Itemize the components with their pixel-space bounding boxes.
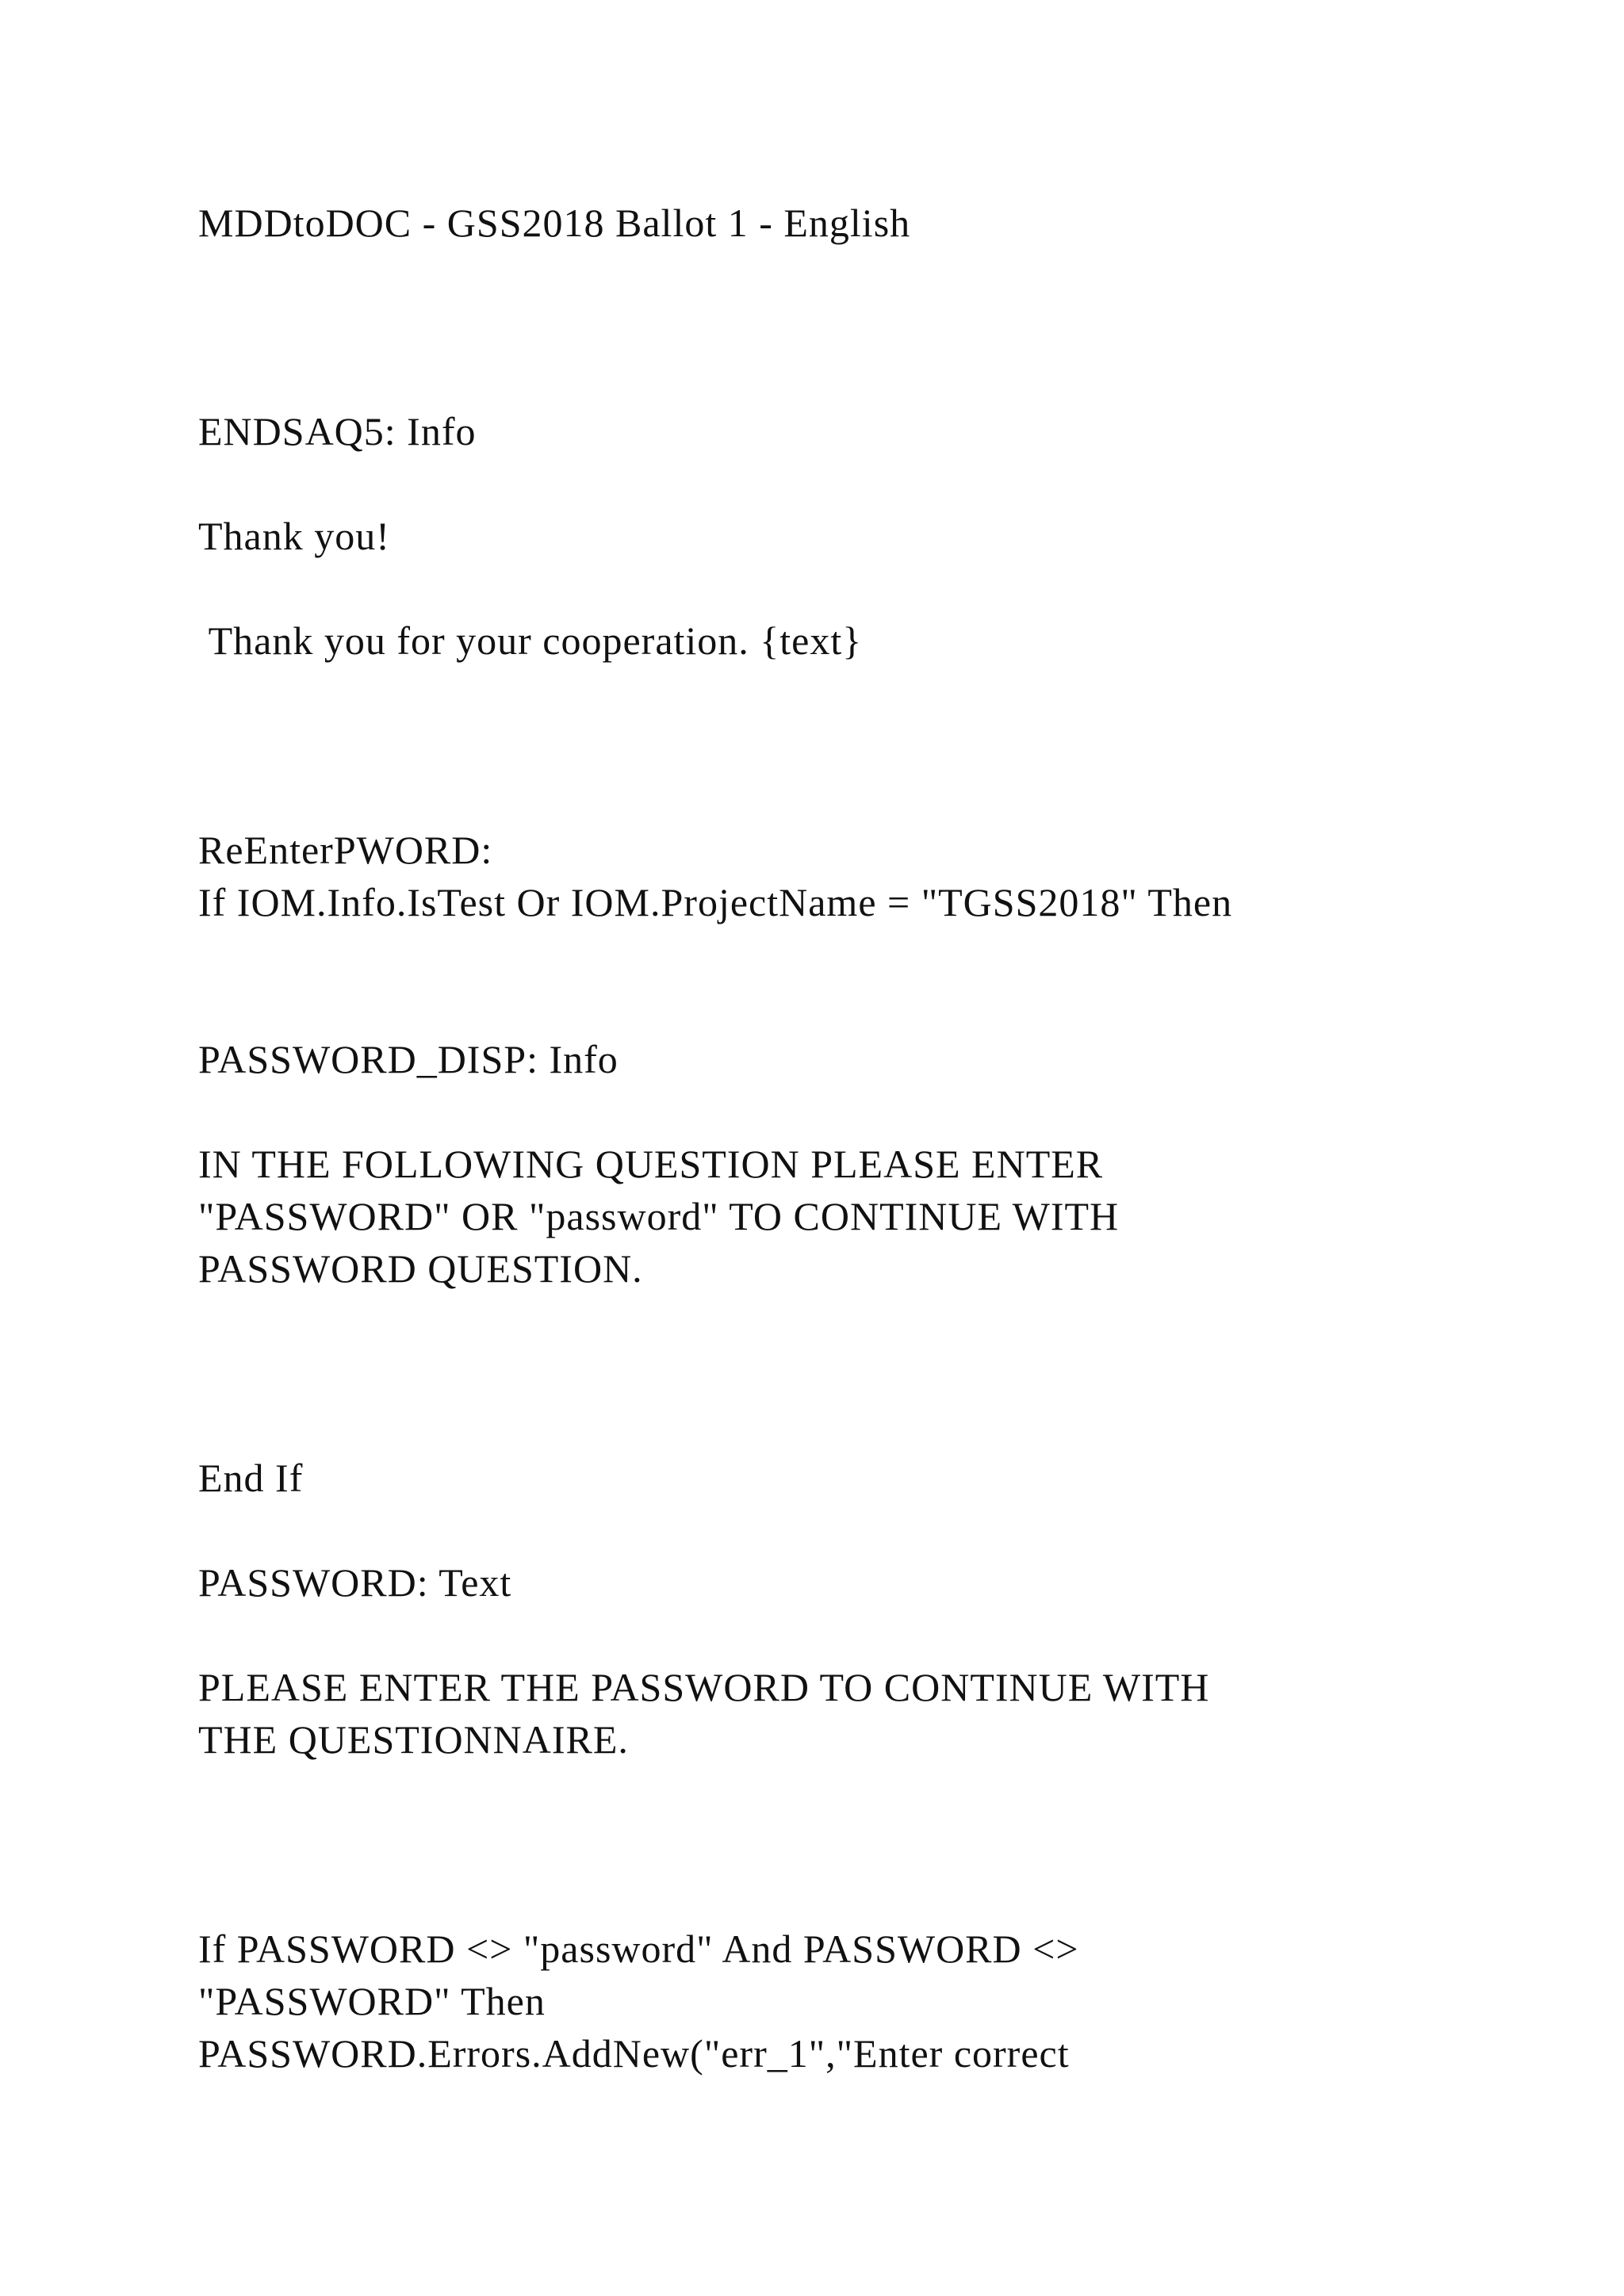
password-instruction-line: THE QUESTIONNAIRE. [198,1717,629,1762]
document-header: MDDtoDOC - GSS2018 Ballot 1 - English [198,201,911,245]
validation-code-line: If PASSWORD <> "password" And PASSWORD <> [198,1927,1079,1971]
validation-code-line: "PASSWORD" Then [198,1979,546,2023]
password-disp-instruction-line: IN THE FOLLOWING QUESTION PLEASE ENTER [198,1142,1104,1186]
end-if-statement: End If [198,1456,304,1500]
password-instruction-line: PLEASE ENTER THE PASSWORD TO CONTINUE WITH [198,1665,1210,1709]
validation-code-line: PASSWORD.Errors.AddNew("err_1","Enter correct [198,2031,1070,2076]
password-disp-label: PASSWORD_DISP: Info [198,1037,619,1081]
password-disp-instruction-line: PASSWORD QUESTION. [198,1246,643,1291]
reenter-condition: If IOM.Info.IsTest Or IOM.ProjectName = "TGSS2018" Then [198,880,1233,924]
endsaq5-message: Thank you for your cooperation. {text} [198,618,863,663]
reenter-label: ReEnterPWORD: [198,828,493,872]
endsaq5-label: ENDSAQ5: Info [198,409,477,453]
password-disp-instruction-line: "PASSWORD" OR "password" TO CONTINUE WITH [198,1194,1120,1238]
password-label: PASSWORD: Text [198,1560,512,1605]
endsaq5-title: Thank you! [198,514,390,558]
